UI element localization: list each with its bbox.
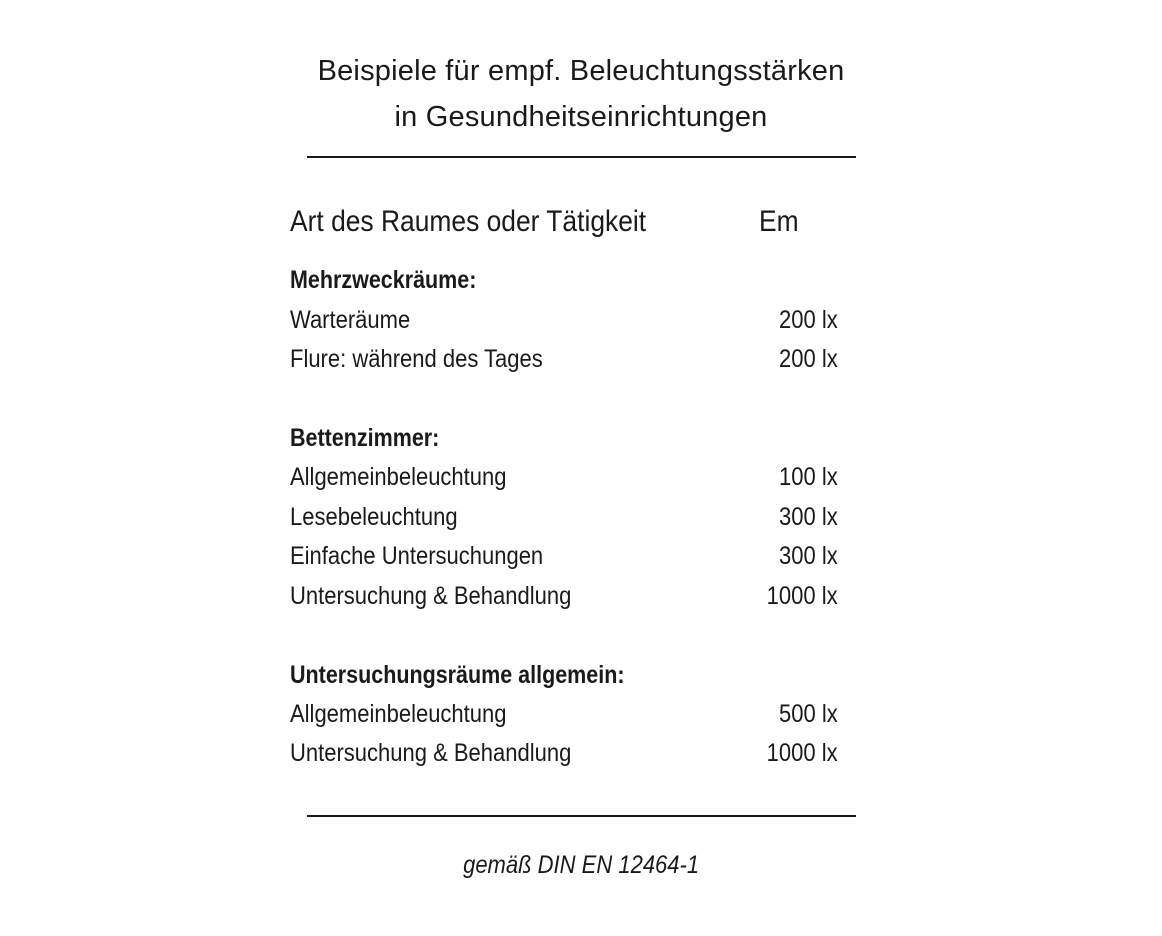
table-row — [290, 538, 838, 574]
footer-source-text: gemäß DIN EN 12464-1 — [462, 851, 700, 879]
row-value: 1000 lx — [767, 739, 838, 767]
table-row — [290, 459, 838, 495]
footer-note — [0, 845, 1162, 885]
table-row — [290, 735, 838, 771]
row-label: Warteräume — [290, 306, 411, 334]
column-header-room: Art des Raumes oder Tätigkeit — [290, 205, 647, 238]
section-heading-bettenzimmer: Bettenzimmer: — [290, 424, 440, 452]
table-row — [290, 302, 838, 338]
bottom-divider — [307, 815, 856, 817]
document-title-line-2: in Gesundheitseinrichtungen — [394, 101, 768, 133]
column-header-em: Em — [759, 205, 799, 238]
row-value: 300 lx — [779, 542, 838, 570]
table-row — [290, 578, 838, 614]
row-label: Allgemeinbeleuchtung — [290, 700, 507, 728]
row-label: Einfache Untersuchungen — [290, 542, 544, 570]
document-title-line-1: Beispiele für empf. Beleuchtungsstärken — [317, 55, 845, 87]
row-label: Allgemeinbeleuchtung — [290, 463, 507, 491]
top-divider — [307, 156, 856, 158]
row-value: 1000 lx — [767, 582, 838, 610]
row-label: Flure: während des Tages — [290, 345, 543, 373]
row-value: 500 lx — [779, 700, 838, 728]
table-row — [290, 499, 838, 535]
row-label: Untersuchung & Behandlung — [290, 739, 572, 767]
section-heading-untersuchungsraeume: Untersuchungsräume allgemein: — [290, 661, 625, 689]
section-heading-mehrzweckraeume: Mehrzweckräume: — [290, 266, 477, 294]
row-value: 100 lx — [779, 463, 838, 491]
table-row — [290, 341, 838, 377]
row-value: 200 lx — [779, 306, 838, 334]
table-row — [290, 696, 838, 732]
row-label: Untersuchung & Behandlung — [290, 582, 572, 610]
row-value: 300 lx — [779, 503, 838, 531]
row-value: 200 lx — [779, 345, 838, 373]
row-label: Lesebeleuchtung — [290, 503, 458, 531]
